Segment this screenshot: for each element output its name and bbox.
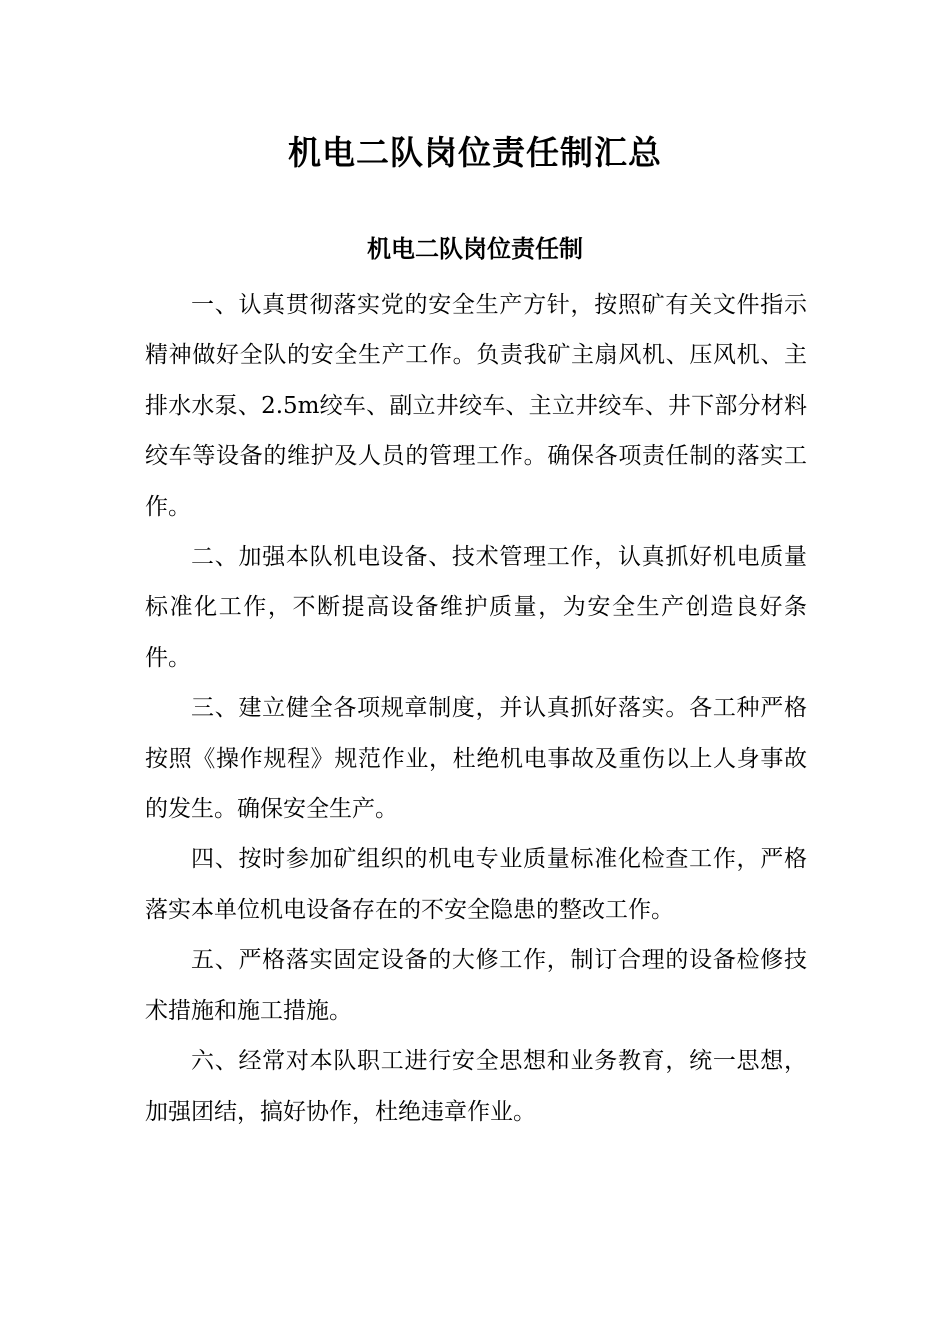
- paragraph-3: 三、建立健全各项规章制度，并认真抓好落实。各工种严格按照《操作规程》规范作业，杜绝机电事故及重伤以上人身事故的发生。确保安全生产。: [145, 695, 807, 823]
- paragraph-2: 二、加强本队机电设备、技术管理工作，认真抓好机电质量标准化工作，不断提高设备维护质量，为安全生产创造良好条件。: [145, 544, 807, 671]
- paragraph-1: 一、认真贯彻落实党的安全生产方针，按照矿有关文件指示精神做好全队的安全生产工作。负责我矿主扇风机、压风机、主排水水泵、2.5m绞车、副立井绞车、主立井绞车、井下部分材料绞车等设备的维护及人员的管理工作。确保各项责任制的落实工作。: [145, 292, 807, 520]
- paragraph-6: 六、经常对本队职工进行安全思想和业务教育，统一思想，加强团结，搞好协作，杜绝违章作业。: [145, 1048, 807, 1125]
- section-title: 机电二队岗位责任制: [367, 234, 583, 263]
- document-body: [145, 280, 807, 1137]
- paragraph-5: 五、严格落实固定设备的大修工作，制订合理的设备检修技术措施和施工措施。: [145, 947, 807, 1024]
- paragraph-4: 四、按时参加矿组织的机电专业质量标准化检查工作，严格落实本单位机电设备存在的不安全隐患的整改工作。: [145, 846, 807, 923]
- document-title: 机电二队岗位责任制汇总: [288, 133, 662, 172]
